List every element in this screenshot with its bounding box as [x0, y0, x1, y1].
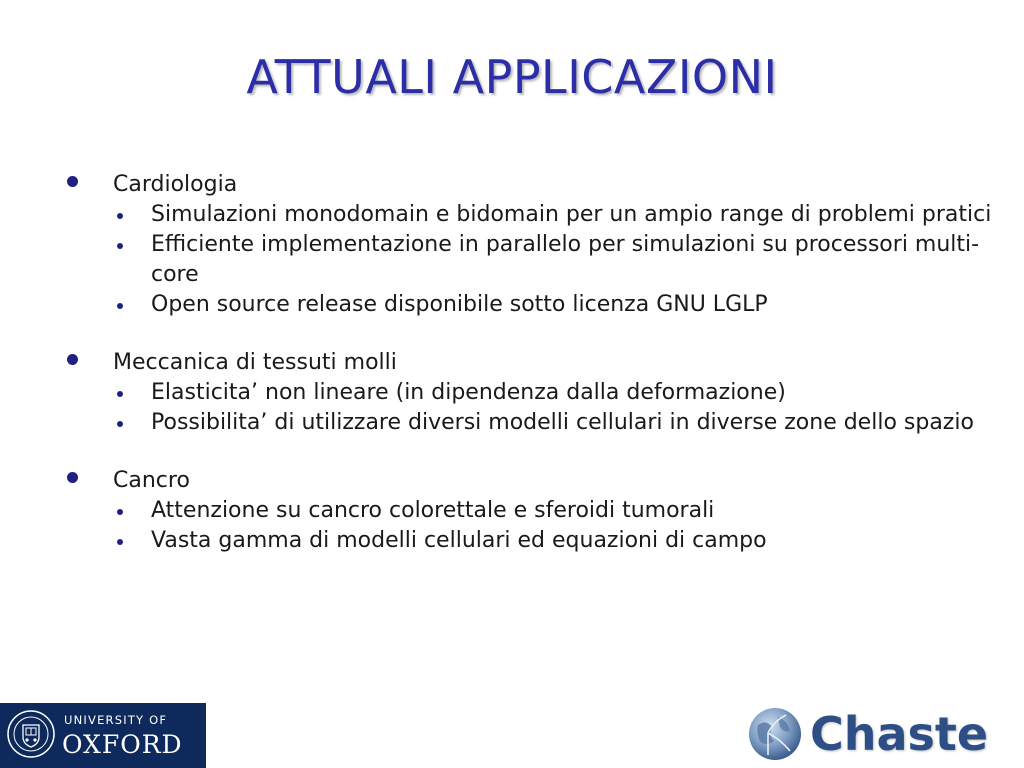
section-meccanica [0, 348, 1024, 438]
bullet-text: Efficiente implementazione in parallelo per simulazioni su processori multi-core [151, 232, 980, 287]
oxford-line1: UNIVERSITY OF [64, 713, 168, 727]
oxford-crest-icon [6, 709, 56, 759]
slide-title: ATTUALI APPLICAZIONI [246, 50, 778, 104]
bullet-dot-icon [117, 213, 123, 219]
chaste-wordmark: Chaste [810, 707, 989, 761]
bullet-level2 [0, 526, 1024, 556]
bullet-dot-icon [117, 243, 123, 249]
bullet-dot-icon [117, 539, 123, 545]
bullet-heading: Cancro [113, 468, 190, 493]
bullet-text: Possibilita’ di utilizzare diversi modelli cellulari in diverse zone dello spazio [151, 410, 974, 435]
bullet-text: Simulazioni monodomain e bidomain per un ampio range di problemi pratici [151, 202, 992, 227]
bullet-dot-icon [67, 176, 78, 187]
bullet-content [0, 170, 1024, 584]
bullet-dot-icon [117, 509, 123, 515]
bullet-level2 [0, 290, 1024, 320]
bullet-level1 [0, 348, 1024, 378]
section-cardiologia [0, 170, 1024, 320]
bullet-heading: Meccanica di tessuti molli [113, 350, 397, 375]
bullet-text: Open source release disponibile sotto licenza GNU LGLP [151, 292, 768, 317]
bullet-text: Vasta gamma di modelli cellulari ed equazioni di campo [151, 528, 767, 553]
bullet-text: Elasticita’ non lineare (in dipendenza dalla deformazione) [151, 380, 786, 405]
bullet-dot-icon [67, 354, 78, 365]
bullet-level2 [0, 378, 1024, 408]
bullet-heading: Cardiologia [113, 172, 238, 197]
bullet-dot-icon [117, 303, 123, 309]
bullet-dot-icon [117, 391, 123, 397]
bullet-text: Attenzione su cancro colorettale e sferoidi tumorali [151, 498, 715, 523]
bullet-level2 [0, 230, 1024, 290]
oxford-line2: OXFORD [62, 730, 183, 759]
chaste-logo [744, 703, 1014, 765]
oxford-logo [0, 703, 206, 768]
bullet-dot-icon [117, 421, 123, 427]
bullet-dot-icon [67, 472, 78, 483]
chaste-globe-icon [744, 703, 806, 765]
bullet-level1 [0, 466, 1024, 496]
bullet-level2 [0, 200, 1024, 230]
bullet-level2 [0, 496, 1024, 526]
bullet-level2 [0, 408, 1024, 438]
section-cancro [0, 466, 1024, 556]
bullet-level1 [0, 170, 1024, 200]
